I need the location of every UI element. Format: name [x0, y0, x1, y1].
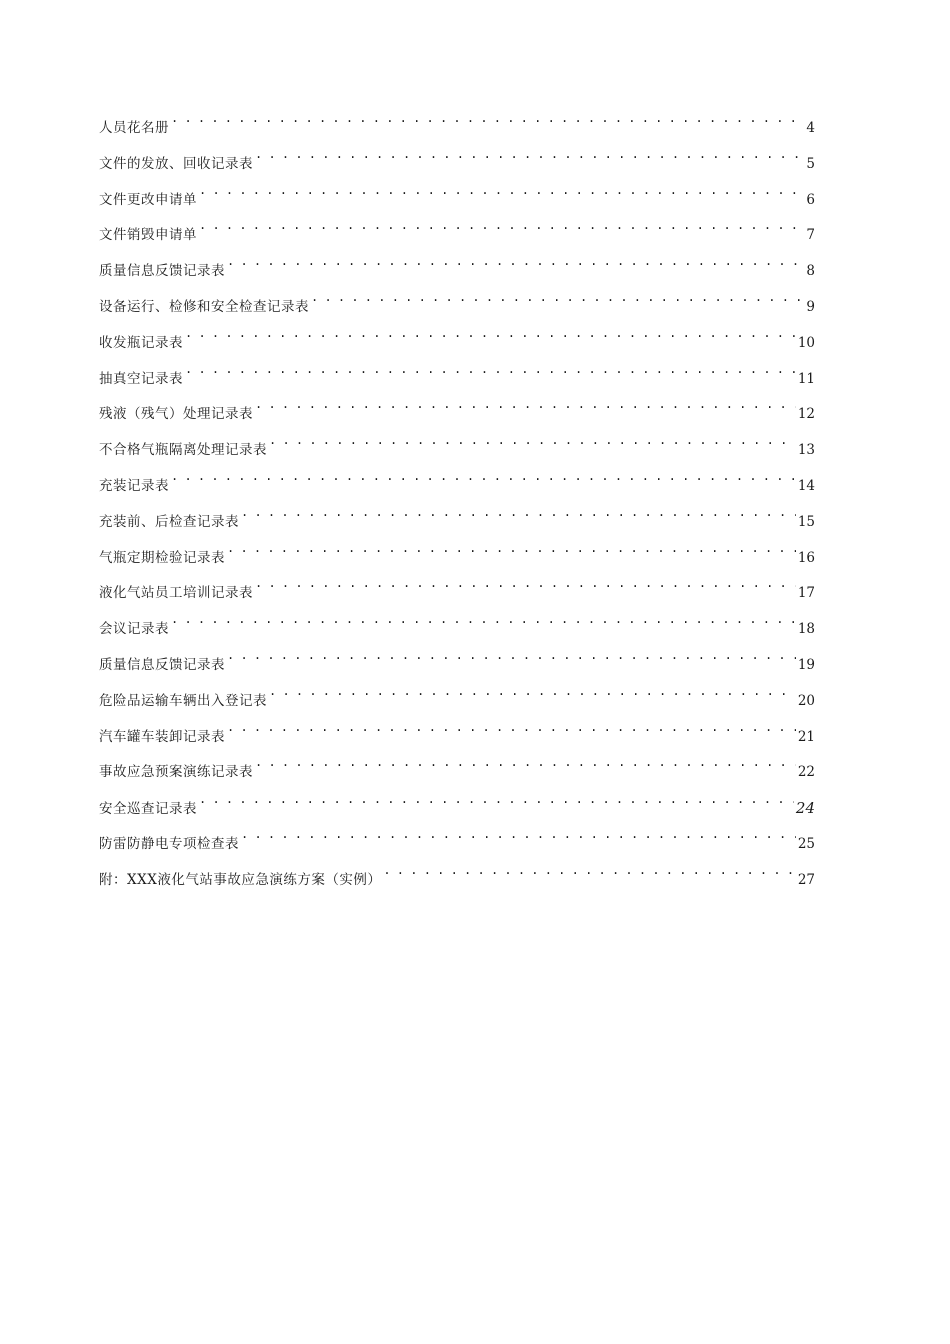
toc-dot-leader [241, 512, 796, 526]
toc-entry[interactable] [99, 221, 815, 257]
toc-entry-title: 不合格气瓶隔离处理记录表 [99, 442, 267, 459]
toc-page-number: 11 [797, 370, 815, 387]
toc-entry[interactable] [99, 544, 815, 580]
toc-entry-title: 事故应急预案演练记录表 [99, 764, 253, 781]
toc-dot-leader [227, 548, 796, 562]
toc-entry-title: 充装前、后检查记录表 [99, 513, 239, 530]
toc-entry-title: 抽真空记录表 [99, 370, 183, 387]
toc-entry[interactable] [99, 687, 815, 723]
toc-page-number: 12 [797, 406, 815, 423]
toc-entry-title: 残液（残气）处理记录表 [99, 406, 253, 423]
toc-dot-leader [269, 441, 796, 455]
toc-dot-leader [199, 190, 803, 204]
toc-dot-leader [255, 154, 803, 168]
toc-dot-leader [171, 620, 796, 634]
toc-entry[interactable] [99, 436, 815, 472]
toc-entry-title: 文件的发放、回收记录表 [99, 155, 253, 172]
toc-dot-leader [185, 333, 796, 347]
toc-dot-leader [255, 584, 796, 598]
toc-entry[interactable] [99, 794, 815, 830]
toc-entry[interactable] [99, 830, 815, 866]
toc-page-number: 6 [806, 191, 815, 208]
toc-entry[interactable] [99, 293, 815, 329]
toc-page-number: 5 [806, 155, 815, 172]
toc-entry-title: 收发瓶记录表 [99, 334, 183, 351]
toc-page-number: 27 [797, 871, 815, 888]
toc-entry[interactable] [99, 400, 815, 436]
toc-page-number: 20 [797, 692, 815, 709]
toc-entry-title: 液化气站员工培训记录表 [99, 585, 253, 602]
toc-dot-leader [255, 405, 796, 419]
toc-entry[interactable] [99, 365, 815, 401]
toc-page-number: 15 [797, 513, 815, 530]
toc-dot-leader [255, 763, 796, 777]
toc-page-number: 13 [797, 442, 815, 459]
toc-page-number: 14 [797, 477, 815, 494]
toc-dot-leader [185, 369, 796, 383]
table-of-contents [99, 114, 815, 902]
toc-page-number: 21 [797, 728, 815, 745]
toc-entry[interactable] [99, 472, 815, 508]
toc-page-number: 10 [797, 334, 815, 351]
toc-entry[interactable] [99, 257, 815, 293]
toc-entry-title: 会议记录表 [99, 621, 169, 638]
toc-entry[interactable] [99, 150, 815, 186]
toc-dot-leader [199, 226, 803, 240]
toc-entry[interactable] [99, 114, 815, 150]
toc-entry-title: 汽车罐车装卸记录表 [99, 728, 225, 745]
toc-entry[interactable] [99, 758, 815, 794]
toc-page-number: 9 [806, 298, 815, 315]
toc-page-number: 25 [797, 835, 815, 852]
toc-page-number: 18 [797, 621, 815, 638]
toc-entry[interactable] [99, 723, 815, 759]
toc-page-number: 7 [806, 227, 815, 244]
toc-dot-leader [227, 262, 803, 276]
toc-entry-title: 质量信息反馈记录表 [99, 656, 225, 673]
toc-page-number: 16 [797, 549, 815, 566]
toc-page-number: 24 [795, 799, 815, 818]
toc-page-number: 22 [797, 764, 815, 781]
toc-dot-leader [269, 691, 796, 705]
toc-entry-title: 设备运行、检修和安全检查记录表 [99, 298, 309, 315]
toc-dot-leader [241, 834, 796, 848]
toc-page-number: 17 [797, 585, 815, 602]
toc-dot-leader [171, 119, 803, 133]
toc-dot-leader [199, 800, 794, 814]
toc-entry-title: 危险品运输车辆出入登记表 [99, 692, 267, 709]
toc-entry[interactable] [99, 651, 815, 687]
toc-entry[interactable] [99, 329, 815, 365]
toc-entry[interactable] [99, 615, 815, 651]
toc-entry-title: 文件更改申请单 [99, 191, 197, 208]
toc-dot-leader [383, 870, 795, 884]
toc-dot-leader [171, 476, 796, 490]
toc-dot-leader [311, 297, 803, 311]
toc-entry-title: 安全巡查记录表 [99, 801, 197, 818]
toc-entry[interactable] [99, 579, 815, 615]
toc-entry[interactable] [99, 866, 815, 902]
toc-entry-title: 气瓶定期检验记录表 [99, 549, 225, 566]
toc-entry-title: 质量信息反馈记录表 [99, 263, 225, 280]
toc-dot-leader [227, 655, 796, 669]
toc-dot-leader [227, 727, 796, 741]
toc-page-number: 8 [806, 263, 815, 280]
toc-entry-title: 文件销毁申请单 [99, 227, 197, 244]
toc-entry-title: 人员花名册 [99, 120, 169, 136]
toc-page-number: 19 [797, 656, 815, 673]
toc-entry-title: 充装记录表 [99, 477, 169, 494]
toc-entry-title: 附：XXX液化气站事故应急演练方案（实例） [99, 871, 382, 888]
toc-entry-title: 防雷防静电专项检查表 [99, 835, 239, 852]
toc-entry[interactable] [99, 186, 815, 222]
toc-page-number: 4 [806, 120, 815, 136]
toc-entry[interactable] [99, 508, 815, 544]
